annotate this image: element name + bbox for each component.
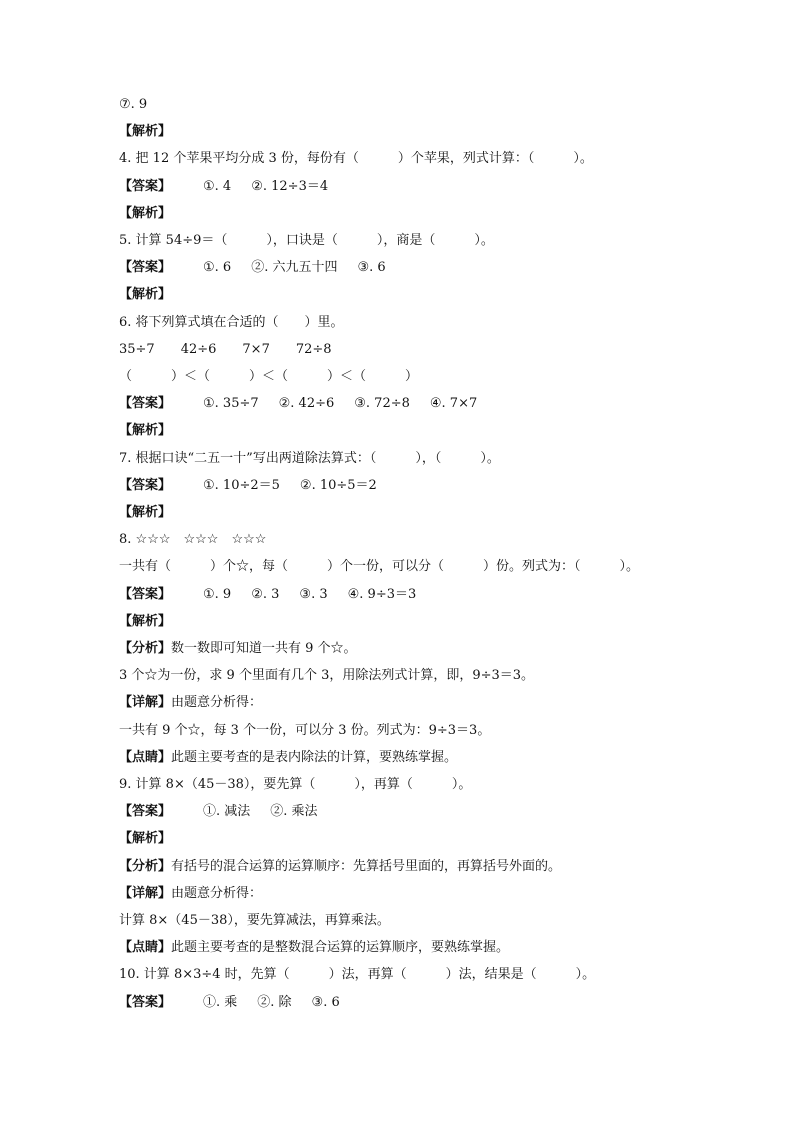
tag-text: 此题主要考查的是整数混合运算的运算顺序，要熟练掌握。 <box>171 940 510 956</box>
line-text: 9. 计算 8×（45－38），要先算（ ），再算（ ）。 <box>119 777 472 792</box>
section-tag: 【答案】 <box>119 477 172 493</box>
section-tag: 【解析】 <box>119 505 172 520</box>
answer-item: ①. 乘 <box>203 994 238 1010</box>
line-text: 4. 把 12 个苹果平均分成 3 份，每份有（ ）个苹果，列式计算：（ ）。 <box>119 151 593 167</box>
answer-item: ④. 7×7 <box>429 396 478 412</box>
answer-item: ②. 六九五十四 <box>251 260 338 276</box>
answer-item: ③. 6 <box>311 994 340 1010</box>
document-line <box>119 884 262 904</box>
document-line <box>119 204 171 224</box>
section-tag: 【解析】 <box>119 287 172 303</box>
document-line <box>119 938 509 958</box>
document-line <box>119 721 490 741</box>
line-text: 6. 将下列算式填在合适的（ ）里。 <box>119 314 344 330</box>
document-line <box>119 585 416 605</box>
answer-item: ①. 35÷7 <box>203 396 259 412</box>
document-line <box>119 557 639 577</box>
document-line <box>119 693 262 713</box>
document-line <box>119 748 457 768</box>
document-line <box>119 639 357 659</box>
document-line <box>119 421 171 441</box>
document-line <box>119 122 171 142</box>
tag-text: 此题主要考查的是表内除法的计算，要熟练掌握。 <box>171 749 458 765</box>
line-text: 35÷7 42÷6 7×7 72÷8 <box>119 341 332 357</box>
answer-item: ②. 42÷6 <box>278 396 335 412</box>
answer-item: ③. 6 <box>357 260 386 276</box>
line-text: 一共有 9 个☆，每 3 个一份，可以分 3 份。列式为：9÷3＝3。 <box>119 722 491 738</box>
line-text: 8. ☆☆☆ ☆☆☆ ☆☆☆ <box>119 532 267 548</box>
document-line <box>119 965 595 985</box>
answer-item: ②. 10÷5＝2 <box>299 477 377 493</box>
document-line <box>119 775 471 795</box>
document-line <box>119 95 147 115</box>
tag-text: 由题意分析得： <box>171 885 263 901</box>
answer-item: ③. 3 <box>299 586 328 602</box>
document-line <box>119 911 390 931</box>
section-tag: 【解析】 <box>119 831 172 847</box>
line-text: 计算 8×（45－38），要先算减法，再算乘法。 <box>119 913 390 928</box>
section-tag: 【解析】 <box>119 613 172 629</box>
document-line <box>119 394 477 414</box>
section-tag: 【分析】 <box>119 858 172 874</box>
answer-item: ②. 乘法 <box>270 804 318 820</box>
document-line <box>119 802 318 822</box>
document-line <box>119 476 377 496</box>
document-line <box>119 231 494 251</box>
answer-item: ④. 9÷3＝3 <box>347 586 417 602</box>
line-text: 5. 计算 54÷9＝（ ），口诀是（ ），商是（ ）。 <box>119 233 494 248</box>
line-text: 3 个☆为一份，求 9 个里面有几个 3，用除法列式计算，即，9÷3＝3。 <box>119 668 535 684</box>
answer-item: ②. 12÷3＝4 <box>251 178 329 194</box>
tag-text: 数一数即可知道一共有 9 个☆。 <box>171 641 357 656</box>
section-tag: 【解析】 <box>119 124 172 140</box>
section-tag: 【答案】 <box>119 178 172 194</box>
document-line <box>119 857 561 877</box>
document-line <box>119 313 344 333</box>
section-tag: 【分析】 <box>119 641 172 656</box>
section-tag: 【答案】 <box>119 396 172 412</box>
line-text: 10. 计算 8×3÷4 时，先算（ ）法，再算（ ）法，结果是（ ）。 <box>119 967 596 983</box>
answer-item: ①. 10÷2＝5 <box>203 477 280 493</box>
answer-item: ②. 除 <box>257 994 292 1010</box>
line-text: ⑦. 9 <box>119 97 148 112</box>
tag-text: 由题意分析得： <box>171 695 263 711</box>
section-tag: 【点睛】 <box>119 749 172 765</box>
document-line <box>119 829 171 849</box>
section-tag: 【答案】 <box>119 994 172 1010</box>
answer-item: ①. 4 <box>203 178 232 194</box>
answer-item: ①. 9 <box>203 586 232 602</box>
document-line <box>119 449 500 469</box>
answer-item: ②. 3 <box>251 586 280 602</box>
document-line <box>119 367 418 387</box>
section-tag: 【解析】 <box>119 205 172 221</box>
answer-item: ③. 72÷8 <box>354 396 410 412</box>
document-line <box>119 612 171 632</box>
document-line <box>119 258 386 278</box>
document-line <box>119 285 171 305</box>
section-tag: 【详解】 <box>119 695 172 711</box>
document-line <box>119 666 534 686</box>
section-tag: 【答案】 <box>119 804 172 820</box>
document-line <box>119 177 328 197</box>
document-line <box>119 503 171 523</box>
section-tag: 【详解】 <box>119 885 172 901</box>
answer-item: ①. 减法 <box>203 804 251 820</box>
document-line <box>119 340 332 360</box>
answer-item: ①. 6 <box>203 260 232 276</box>
document-line <box>119 530 266 550</box>
section-tag: 【答案】 <box>119 260 172 276</box>
document-line <box>119 149 593 169</box>
section-tag: 【答案】 <box>119 586 172 602</box>
section-tag: 【解析】 <box>119 423 172 439</box>
line-text: 一共有（ ）个☆，每（ ）个一份，可以分（ ）份。列式为：（ ）。 <box>119 559 640 575</box>
line-text: 7. 根据口诀“二五一十”写出两道除法算式：（ ），（ ）。 <box>119 450 500 466</box>
line-text: （ ）＜（ ）＜（ ）＜（ ） <box>119 369 419 384</box>
section-tag: 【点睛】 <box>119 940 172 956</box>
document-line <box>119 993 340 1013</box>
tag-text: 有括号的混合运算的运算顺序：先算括号里面的，再算括号外面的。 <box>171 858 562 874</box>
